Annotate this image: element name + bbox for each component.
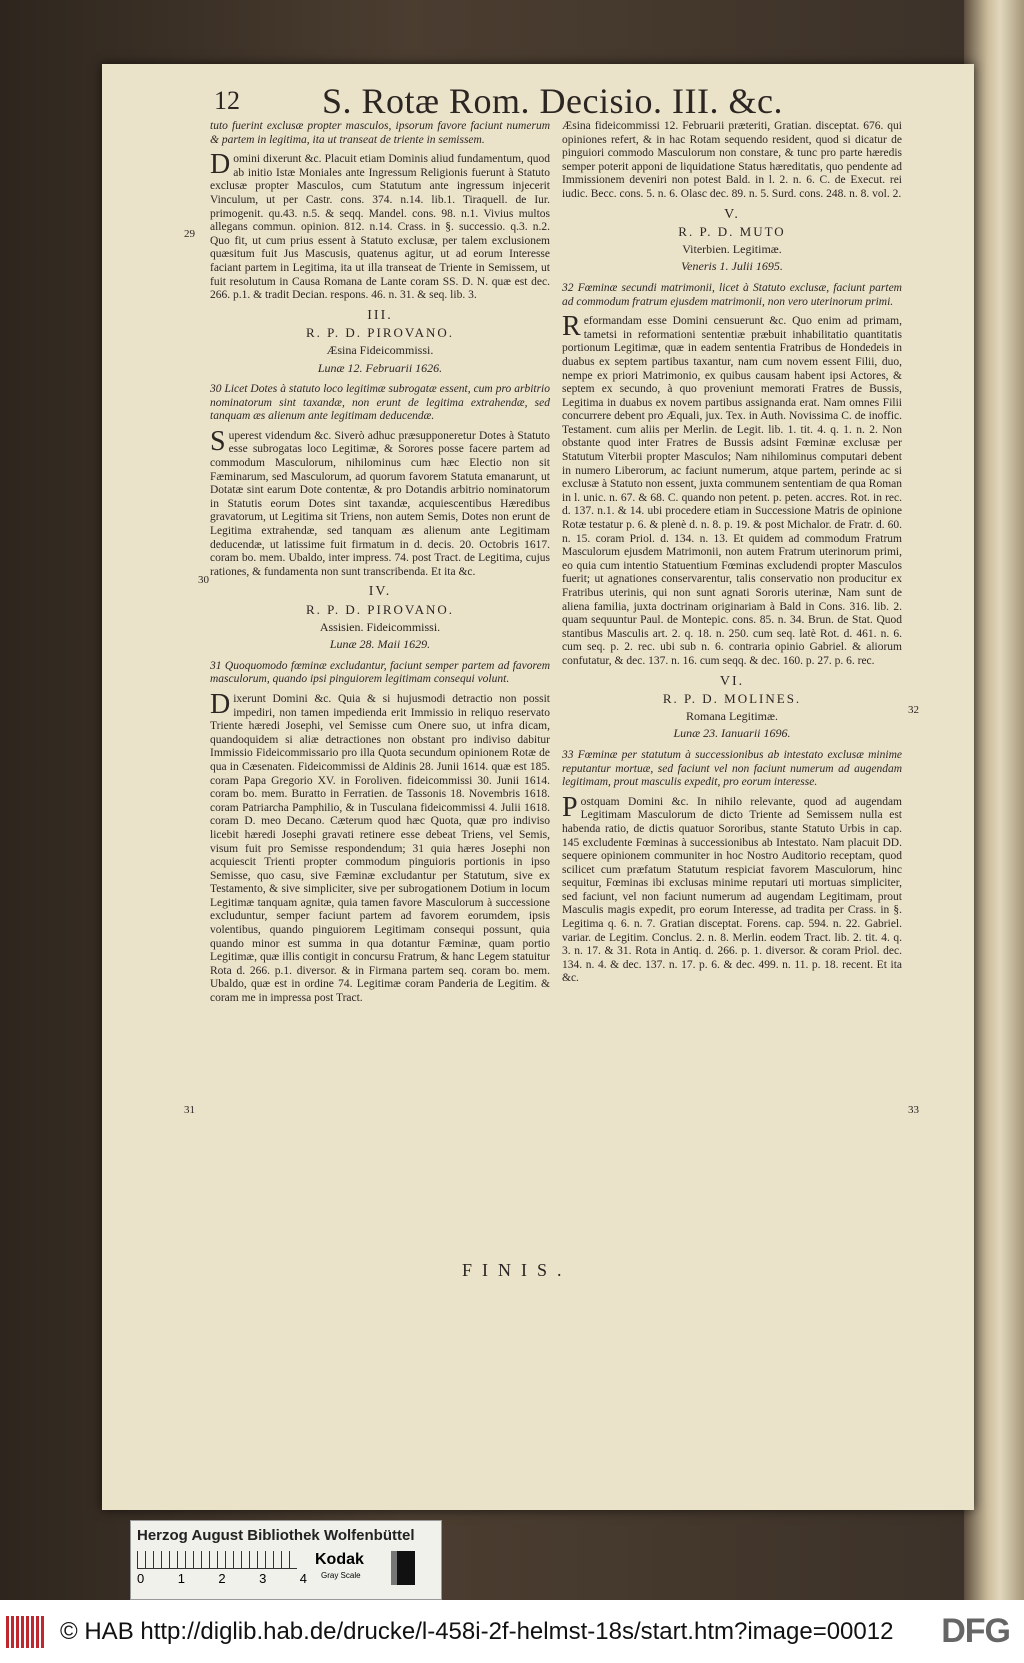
decision-paragraph: Superest videndum &c. Siverò adhuc præsupponeretur Dotes à Statuto esse subrogatas loco Legitimæ, & Sorores posse facere partem ad commodum Masculorum, nihilominus cum hæc Electio non sit Fæminarum, sed Masculorum, ad quorum favorem Statuta emanarunt, ut Dotatæ sint earum Dote contentæ, & pro Dotandis arbitrio nominatorum in Statutis eorum Dotes sint taxandæ, acquiescentibus Hæredibus gravatorum, ut Legitima sit Triens, non autem Semis, Dotes non erunt de Legitima extrahendæ, sed tanquam æs alienum ante Legitimam deducendæ, ut latissime fuit firmatum in d. decis. 20. Octobris 1617. coram bo. mem. Ubaldo, inter impress. 74. post Tract. de Legitima, cujus rationes, & fundamenta non sunt transcribenda. Et ita &c. [210, 425, 550, 578]
margin-note: 33 [908, 1104, 919, 1116]
summary-text: 30 Licet Dotes à statuto loco legitimæ subrogatæ essent, cum pro arbitrio nominatorum sint taxandæ, non erunt de legitima extrahendæ, sed tanquam æs alienum ante legitimam deducendæ. [210, 383, 550, 423]
decision-date: Lunæ 28. Maii 1629. [329, 637, 431, 652]
margin-note: 29 [184, 228, 195, 240]
judge-heading: R. P. D. PIROVANO. [305, 602, 455, 617]
case-title: Romana Legitimæ. [686, 708, 778, 723]
color-chart [130, 1520, 442, 1600]
footer-bar [0, 1600, 1024, 1663]
summary-text: 33 Fœminæ per statutum à successionibus ab intestato exclusæ minime reputantur mortuæ, sed faciunt vel non faciunt numerum ad augendam legitimam, prout masculis expedit, pro eorum interesse. [562, 748, 902, 789]
left-column [210, 120, 550, 1404]
library-label: Herzog August Bibliothek Wolfenbüttel [137, 1527, 415, 1544]
ruler-number: 2 [218, 1571, 226, 1586]
ruler-number: 0 [137, 1571, 145, 1586]
decision-number: V. [724, 206, 740, 222]
ruler-number: 1 [177, 1571, 185, 1586]
running-head: S. Rotæ Rom. Decisio. III. &c. [322, 81, 783, 121]
finis-text: FINIS. [462, 1260, 572, 1280]
source-credit[interactable]: © HAB http://diglib.hab.de/drucke/l-458i-2f-helmst-18s/start.htm?image=00012 [60, 1618, 894, 1645]
margin-note: 30 [198, 574, 209, 586]
decision-date: Veneris 1. Julii 1695. [681, 259, 783, 274]
ruler-number: 3 [259, 1571, 267, 1586]
case-title: Viterbien. Legitimæ. [682, 241, 782, 256]
decision-date: Lunæ 12. Februarii 1626. [317, 360, 443, 375]
page-number: 12 [214, 86, 240, 115]
gray-scale-label: Gray Scale [321, 1571, 361, 1580]
decision-paragraph: Dixerunt Domini &c. Quia & si hujusmodi detractio non possit impediri, non tamen impedienda erit Immissio in reliquo reservato Triente hæredi Josephi, vel Semisse cum Onere suo, ut infra dicam, quandoquidem si aliæ detractiones non obstant pro indiviso dabitur Immissio Fideicommissario pro illa Quota secundum opinionem Rotæ de qua in Cæsenaten. Fideicommissi de Aldinis 28. Junii 1614. quæ est 185. coram Papa Gregorio XV. in Foroliven. fideicommissi 30. Junii 1614. coram bo. mem. Buratto in Ferratien. de Tassonis 18. Novembris 1618. coram Patriarcha Pamphilio, & in Tusculana fideicommissi 4. Julii 1618. coram D. meo Decano. Cæterum quod hæc Quota, quæ pro indiviso licebit hæredi Josephi gravati retinere esse debeat Triens, vel Semis, visum fuit pro Semisse respondendum; 31 quia hæres Josephi non acquiescit Trienti propter commodum pinguioris portionis in ipso Semisse, quo casu, sive Fæminæ excludantur per Statutum, sive ex Testamento, & sive simpliciter, sive per subrogationem Dotium in locum Legitimæ tanquam agnitæ, quia tamen favore Masculorum à successione excluduntur, semper faciunt partem ad favorem eorumdem, ipsis volentibus, quando pinguiorem Legitimam consequi possunt, quia quando minor est summa in qua dotantur Fæminæ, quam portio Legitimæ, quæ illis contigit in concursu Fratrum, & hanc Legem statuitur Rota d. 266. p.1. diversor. & in Firmana partem seq. coram bo. mem. Ubaldo, quæ est in ordine 74. Legitimæ coram Panderia de Legitim. & coram me in impressa post Tract. [210, 688, 550, 1005]
decision-paragraph: Reformandam esse Domini censuerunt &c. Quo enim ad primam, tametsi in reformationi sententiæ præbuit inhabilitatio quantitatis portionum Legitimæ, quæ in eadem sententia Fratribus de Hondedeis in duabus ex septem partibus taxantur, nam cum novem essent Filii, duo, nempe ex priori Matrimonio, ex quibus causam habent ipsi Actores, & septem ex secundo, à quo proveniunt memorati Fratres de Bussis, Legitima in duabus ex novem partibus assignanda erat. Nam omnes Filii concurrere debent pro Æquali, jux. Tex. in Auth. Novissima C. de inoffic. Testament. cum aliis per Merlin. de Legit. lib. 1. tit. 4. q. 1. n. 2. Non obstante quod inter Fratres de Bussis adsint Fœminæ exclusæ per Statutum Viterbii propter Masculos; Nam nihilominus computari debent in numero Liberorum, ac faciunt numerum, atque partem, perinde ac si exclusæ à Statuto non essent, juxta communem sententiam de qua Roman in l. unic. n. 67. & 68. C. quando non petent. p. peten. accres. Rot. in rec. d. 137. n.1. & 14. ubi procedere etiam in Successione Matris de opinione Rotæ testatur p. 6. & plenè d. n. 8. p. 19. & post Michalor. de Fratr. d. 60. n. 15. coram Priol. d. 134. n. 13. Et quidem ad commodum Fratrum Masculorum ejusdem Matrimonii, non autem Fratrum uterinorum primi, eo quia cum intentio Statuentium Fœminas excludendi propter Masculos fuerit; ut agnationes conservarentur, talis conservatio non producitur ex Fratribus uterinis, qui non sunt agnati Sororis uterinæ, Nam sunt de aliena familia, juxta doctrinam originariam à Bald in Cons. 316. lib. 2. quam sequuntur Paul. de Montepic. cons. 85. n. 34. Brun. de Stat. Quod stantibus Masculis art. 2. q. 18. n. 250. cum seq. latè Rot. d. 461. n. 6. cum seq. p. 2. rec. ubi sub n. 6. contraria opinio Gabriel. & aliorum confutatur, & dec. 137. n. 16. cum seqq. & dec. 160. p. 27. p. 6. rec. [562, 311, 902, 667]
summary-text: tuto fuerint exclusæ propter masculos, ipsorum favore faciunt numerum & partem in legitima, ita ut transeat de triente in semissem. [210, 120, 550, 146]
ruler [137, 1551, 297, 1569]
body-paragraph: Æsina fideicommissi 12. Februarii præteriti, Gratian. disceptat. 676. qui opiniones refert, & in hac Rotam sequendo resident, quod si dicatur de pinguiori commodo Masculorum non constare, & tunc pro parte hæredis semper poterit apponi de liquidatione Status hæreditatis, quo pendente ad Immissionem deveniri non potest Bald. in l. 2. n. 6. C. de Execut. rei iudic. Becc. cons. 5. n. 6. Olasc dec. 89. n. 5. Surd. cons. 248. n. 8. vol. 2. [562, 120, 902, 200]
document-page [102, 64, 974, 1510]
judge-heading: R. P. D. MUTO [678, 224, 786, 240]
ruler-numbers [137, 1571, 307, 1586]
ruler-number: 4 [299, 1571, 307, 1586]
case-title: Æsina Fideicommissi. [326, 342, 434, 357]
decision-date: Lunæ 23. Ianuarii 1696. [673, 726, 791, 741]
decision-number: III. [367, 307, 393, 323]
judge-heading: R. P. D. MOLINES. [662, 691, 802, 707]
decision-number: IV. [368, 584, 392, 600]
barcode-icon [6, 1616, 46, 1648]
gray-patch [391, 1551, 415, 1585]
decision-paragraph: Postquam Domini &c. In nihilo relevante, quod ad augendam Legitimam Masculorum de dicto Triente ad Semissem nulla est habenda ratio, de dictis quatuor Sororibus, stante Statuto Urbis in cap. 145 excludente Fœminas à successionibus ab Intestato. Nam placuit DD. sequere opinionem communiter in hoc Nostro Auditorio receptam, quod scilicet cum præfatum Statutum respiciat favorem Masculorum, hinc sequitur, Fœminas ibi exclusas minime reputari uti mortuas simpliciter, sed faciunt, vel non faciunt numerum ad augendam Legitimam, prout Masculis magis expedit, pro eorum Interesse, ad tradita per Crass. in §. Legitima q. 6. n. 7. Gratian disceptat. Forens. cap. 594. n. 22. Gabriel. variar. de Legitim. Conclus. 2. n. 8. Merlin. eodem Tract. lib. 2. tit. 4. q. 3. n. 17. & 31. Rota in Antiq. d. 266. p. 1. diversor. & coram Priol. dec. 134. n. 4. & dec. 137. n. 17. p. 6. & dec. 499. n. 11. p. 18. recent. Et ita &c. [562, 791, 902, 985]
right-column [562, 120, 902, 1290]
decision-paragraph: Domini dixerunt &c. Placuit etiam Dominis aliud fundamentum, quod ab initio Istæ Moniales ante Ingressum Religionis fuerunt à Statuto exclusæ propter Masculos, cum Statutum ante ingressum injecerit Vinculum, ut per Castr. cons. 374. n.14. lib.1. Tiraquell. de Iur. primogenit. qu.43. n.5. & seqq. Mandel. cons. 98. n.1. Vivius multos allegans commun. opinion. 812. n.14. Crass. in §. successio. q.3. n.2. Quo fit, ut cum prius essent à Statuto exclusæ, per talem exclusionem quæsitum fuit Jus Mascusis, quatenus agitur, ut ad eorum Interesse faciant partem in Legitima, ita ut illa transeat de Triente in Semissem, ut fuit resolutum in Causa Romana de Lante coram SS. D. N. quæ est dec. 266. p.1. & tradit Decian. respons. 46. n. 31. & seq. lib. 3. [210, 149, 550, 302]
margin-note: 32 [908, 704, 919, 716]
summary-text: 31 Quoquomodo fœminæ excludantur, faciunt semper partem ad favorem masculorum, quando ipsi pinguiorem legitimam consequi volunt. [210, 659, 550, 686]
kodak-logo: Kodak [315, 1551, 364, 1568]
summary-text: 32 Fœminæ secundi matrimonii, licet à Statuto exclusæ, faciunt partem ad commodum fratrum ejusdem matrimonii, non vero uterinorum primi. [562, 281, 902, 308]
margin-note: 31 [184, 1104, 195, 1116]
judge-heading: R. P. D. PIROVANO. [305, 325, 455, 341]
case-title: Assisien. Fideicommissi. [319, 619, 441, 634]
dfg-logo: DFG [941, 1612, 1010, 1650]
decision-number: VI. [719, 673, 745, 689]
